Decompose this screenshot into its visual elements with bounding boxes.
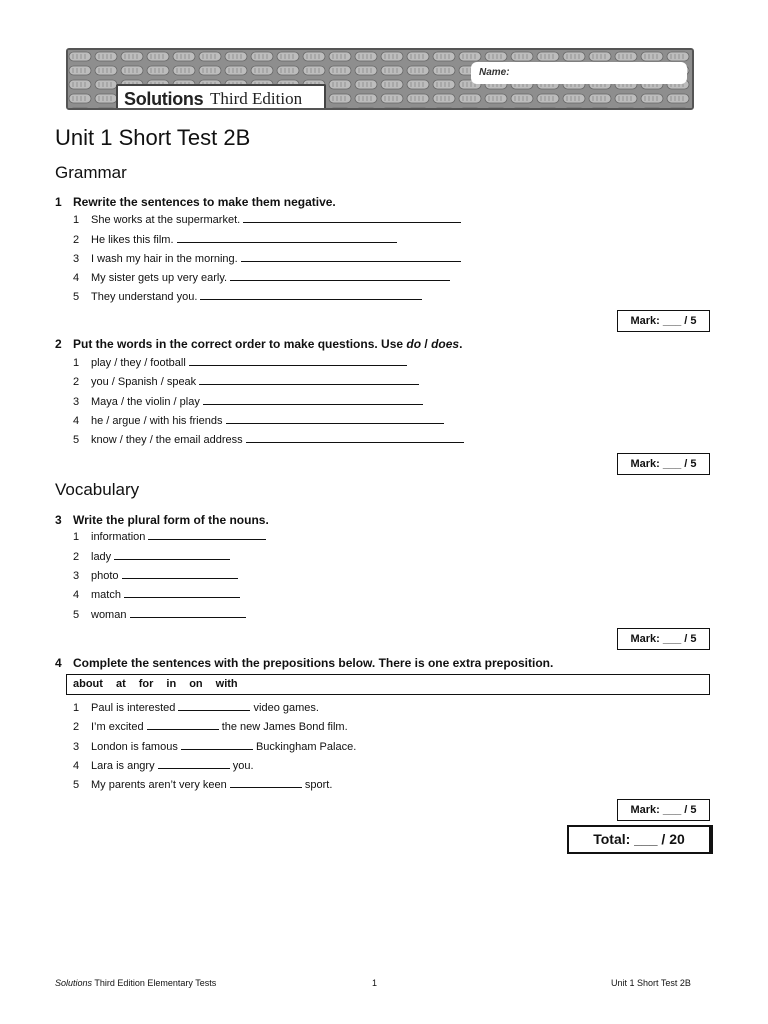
q1-item-5: 5 They understand you. [73,290,422,303]
q2-item-4: 4 he / argue / with his friends [73,414,444,427]
answer-blank[interactable] [200,290,422,300]
answer-blank[interactable] [243,213,461,223]
answer-blank[interactable] [203,395,423,405]
q3-item-5: 5 woman [73,608,246,621]
footer-page-number: 1 [372,978,378,988]
q1-item-4: 4 My sister gets up very early. [73,271,450,284]
footer-right: Unit 1 Short Test 2B [611,978,691,988]
total-score-box[interactable]: Total: ___ / 20 [567,825,711,854]
answer-blank[interactable] [230,778,302,788]
question-3-instruction: 3 Write the plural form of the nouns. [55,513,269,527]
q2-mark-box[interactable]: Mark: ___ / 5 [617,453,710,475]
q2-item-5: 5 know / they / the email address [73,433,464,446]
q4-item-5: 5 My parents aren’t very keen sport. [73,779,333,791]
q1-item-2: 2 He likes this film. [73,233,397,246]
q2-item-2: 2 you / Spanish / speak [73,375,419,388]
question-4-instruction: 4 Complete the sentences with the prepositions below. There is one extra preposition. [55,656,554,670]
section-vocabulary: Vocabulary [55,480,140,499]
name-label: Name: [479,67,510,78]
q4-item-3: 3 London is famous Buckingham Palace. [73,741,357,753]
q4-item-2: 2 I’m excited the new James Bond film. [73,721,348,733]
answer-blank[interactable] [178,701,250,711]
answer-blank[interactable] [148,530,266,540]
q3-item-1: 1 information [73,530,266,543]
header-banner [66,48,694,110]
question-1-instruction: 1 Rewrite the sentences to make them negative. [55,195,336,209]
answer-blank[interactable] [130,608,246,618]
answer-blank[interactable] [199,375,419,385]
answer-blank[interactable] [230,271,450,281]
answer-blank[interactable] [241,252,461,262]
word-in: in [166,678,177,690]
q2-item-3: 3 Maya / the violin / play [73,395,423,408]
q3-mark-box[interactable]: Mark: ___ / 5 [617,628,710,650]
q1-item-3: 3 I wash my hair in the morning. [73,252,461,265]
q4-mark-box[interactable]: Mark: ___ / 5 [617,799,710,821]
word-for: for [138,678,154,690]
preposition-word-box [66,674,710,695]
answer-blank[interactable] [122,569,238,579]
brand-bold: Solutions [124,89,204,109]
answer-blank[interactable] [189,356,407,366]
brand-logo [116,84,326,110]
section-grammar: Grammar [55,163,127,182]
word-on: on [189,678,203,690]
answer-blank[interactable] [177,233,397,243]
question-2-instruction: 2 Put the words in the correct order to make questions. Use do / does. [55,337,463,351]
q4-item-4: 4 Lara is angry you. [73,760,254,772]
word-at: at [115,678,126,690]
q3-item-2: 2 lady [73,550,230,563]
q1-mark-box[interactable]: Mark: ___ / 5 [617,310,710,332]
word-about: about [73,678,103,690]
page-title: Unit 1 Short Test 2B [55,125,251,150]
answer-blank[interactable] [246,433,464,443]
footer-left: Solutions Third Edition Elementary Tests [55,978,217,988]
q4-item-1: 1 Paul is interested video games. [73,702,319,714]
answer-blank[interactable] [158,759,230,769]
q3-item-4: 4 match [73,588,240,601]
answer-blank[interactable] [181,740,253,750]
name-field[interactable] [471,62,687,84]
word-with: with [215,678,238,690]
q3-item-3: 3 photo [73,569,238,582]
answer-blank[interactable] [226,414,444,424]
q1-item-1: 1 She works at the supermarket. [73,213,461,226]
q2-item-1: 1 play / they / football [73,356,407,369]
answer-blank[interactable] [124,588,240,598]
brand-edition: Third Edition [210,89,303,108]
answer-blank[interactable] [114,550,230,560]
answer-blank[interactable] [147,720,219,730]
